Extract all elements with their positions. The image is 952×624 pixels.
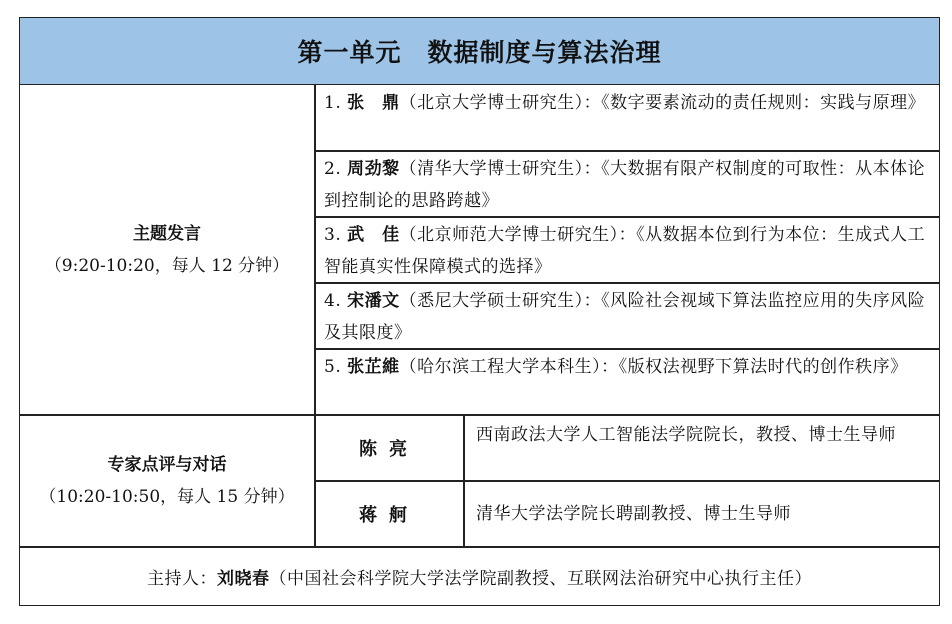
host-label: 主持人： [147,568,217,589]
speaker-name: 张 鼎 [347,93,400,113]
column-divider [314,85,316,547]
expert-name: 蒋舸 [359,505,419,526]
row-divider [315,480,939,482]
keynote-label-cell [20,85,314,414]
speaker-detail: （哈尔滨工程大学本科生）：《版权法视野下算法时代的创作秩序》 [399,357,908,377]
experts-label-cell [20,415,314,547]
speaker-row [315,85,939,151]
speaker-index: 3. [324,225,342,245]
speaker-row [315,349,939,415]
speaker-detail: （清华大学博士研究生）：《大数据有限产权制度的可取性：从本体论到控制论的思路跨越》 [324,159,926,211]
row-divider [20,414,939,416]
expert-desc: 西南政法大学人工智能法学院院长，教授、博士生导师 [476,425,896,445]
speaker-index: 2. [324,159,342,179]
row-divider [315,150,939,152]
speaker-row [315,217,939,283]
row-divider [20,546,939,548]
speaker-index: 4. [324,291,342,311]
keynote-time: （9:20-10:20，每人 12 分钟） [44,255,290,276]
session-title: 第一单元 数据制度与算法治理 [20,18,939,85]
expert-name: 陈亮 [359,439,419,460]
expert-desc: 清华大学法学院长聘副教授、博士生导师 [476,504,791,524]
speaker-detail: （悉尼大学硕士研究生）：《风险社会视域下算法监控应用的失序风险及其限度》 [324,291,926,343]
speaker-detail: （北京师范大学博士研究生）：《从数据本位到行为本位：生成式人工智能真实性保障模式的选择》 [324,225,926,277]
speaker-row [315,283,939,349]
speaker-index: 5. [324,357,342,377]
experts-time: （10:20-10:50，每人 15 分钟） [39,487,295,507]
row-divider [315,282,939,284]
row-divider [315,216,939,218]
host-detail: （中国社会科学院大学法学院副教授、互联网法治研究中心执行主任） [269,568,812,589]
keynote-heading: 主题发言 [133,223,201,244]
speaker-row [315,151,939,217]
speaker-index: 1. [324,93,342,113]
speaker-name: 武 佳 [347,225,400,245]
speaker-name: 宋潘文 [347,291,400,311]
row-divider [315,348,939,350]
speaker-name: 张芷維 [347,357,400,377]
speaker-name: 周劲黎 [347,159,400,179]
experts-heading: 专家点评与对话 [107,455,227,475]
host-row [20,547,939,605]
speaker-detail: （北京大学博士研究生）：《数字要素流动的责任规则：实践与原理》 [399,93,926,113]
session-table [19,17,940,606]
host-name: 刘晓春 [217,568,270,589]
